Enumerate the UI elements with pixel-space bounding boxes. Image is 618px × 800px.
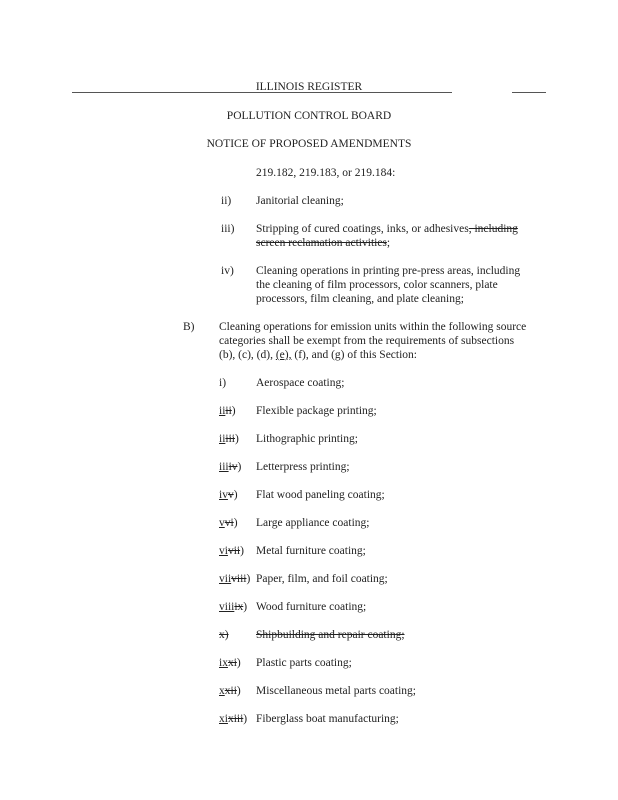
text-body: Flat wood paneling coating; — [256, 489, 385, 501]
list-text-iii-kept: Stripping of cured coatings, inks, or adhesives — [256, 223, 469, 235]
number-deleted: iii — [225, 433, 235, 445]
category-item-number — [219, 600, 247, 614]
number-inserted: ii — [219, 433, 226, 445]
list-text-iii-deleted-1: , including — [468, 223, 518, 235]
section-b-line3-inserted: (e), — [275, 349, 292, 361]
number-inserted: viii — [219, 601, 235, 613]
list-text-iii-deleted-2: screen reclamation activities — [256, 237, 387, 249]
section-b-line3-start: (b), (c), (d), — [219, 349, 276, 361]
number-suffix: ) — [243, 601, 248, 613]
category-item-number — [219, 656, 241, 670]
category-item-number — [219, 544, 244, 558]
number-inserted: xi — [219, 713, 228, 725]
text-body: Lithographic printing; — [256, 433, 358, 445]
category-item-text — [256, 488, 385, 502]
category-item-text — [256, 712, 399, 726]
number-deleted: xi — [227, 657, 237, 669]
continuation-line: 219.182, 219.183, or 219.184: — [256, 167, 396, 179]
category-item-number — [219, 684, 241, 698]
number-suffix: ) — [233, 489, 238, 501]
section-b-line3-end: (f), and (g) of this Section: — [291, 349, 417, 361]
number-inserted: ii — [219, 405, 226, 417]
text-body: Wood furniture coating; — [256, 601, 367, 613]
category-item-number — [219, 488, 238, 502]
category-item-number — [219, 460, 241, 474]
category-item-text — [256, 600, 366, 614]
category-item-text — [256, 656, 352, 670]
board-title: POLLUTION CONTROL BOARD — [226, 110, 392, 122]
list-text-iv-line3: processors, film cleaning, and plate cleaning; — [256, 293, 464, 305]
number-inserted: iv — [219, 489, 228, 501]
category-item-text — [256, 404, 377, 418]
number-suffix: ) — [243, 713, 248, 725]
category-item-number — [219, 432, 239, 446]
text-body: Plastic parts coating; — [256, 657, 352, 669]
number-deleted: x) — [219, 629, 229, 641]
text-body: Flexible package printing; — [256, 405, 377, 417]
number-deleted: xiii — [227, 713, 244, 725]
list-text-iii-line2 — [256, 236, 390, 250]
category-item-number — [219, 712, 247, 726]
number-inserted: x — [219, 685, 225, 697]
text-body: Large appliance coating; — [256, 517, 370, 529]
list-text-ii: Janitorial cleaning; — [256, 195, 344, 207]
text-body: Letterpress printing; — [256, 461, 350, 473]
number-suffix: ) — [231, 405, 236, 417]
number-inserted: iii — [219, 461, 229, 473]
list-num-iv: iv) — [221, 265, 234, 277]
section-b-line1: Cleaning operations for emission units within the following source — [219, 321, 527, 333]
header-rule-right — [512, 92, 546, 93]
text-body: Paper, film, and foil coating; — [256, 573, 388, 585]
number-inserted: ix — [219, 657, 228, 669]
number-deleted: v — [227, 489, 234, 501]
register-title: ILLINOIS REGISTER — [255, 81, 363, 93]
category-item-text — [256, 544, 366, 558]
list-text-iv-line1: Cleaning operations in printing pre-press areas, including — [256, 265, 521, 277]
section-b-line3 — [219, 348, 417, 362]
category-item-number — [219, 376, 226, 390]
number-deleted: vii — [227, 545, 241, 557]
list-text-iii-line1 — [256, 222, 518, 236]
text-body: Miscellaneous metal parts coating; — [256, 685, 416, 697]
category-item-number — [219, 516, 238, 530]
category-item-text — [256, 516, 369, 530]
number-suffix: ) — [240, 545, 244, 557]
number-deleted: iv — [228, 461, 238, 473]
number-inserted: vi — [219, 545, 228, 557]
number-suffix: ) — [246, 573, 251, 585]
category-item-text — [256, 376, 344, 390]
number-inserted: v — [219, 517, 225, 529]
number-deleted: vi — [224, 517, 234, 529]
header-rule-left — [72, 92, 452, 93]
category-item-number — [219, 404, 236, 418]
notice-title: NOTICE OF PROPOSED AMENDMENTS — [206, 138, 412, 150]
section-b-label: B) — [183, 321, 195, 333]
number-suffix: ) — [236, 685, 241, 697]
text-body: Metal furniture coating; — [256, 545, 366, 557]
list-num-ii: ii) — [221, 195, 232, 207]
number-suffix: ) — [234, 433, 239, 445]
list-text-iii-end: ; — [386, 237, 391, 249]
category-item-number — [219, 572, 250, 586]
category-item-text — [256, 460, 350, 474]
category-item-text — [256, 684, 416, 698]
text-body: Fiberglass boat manufacturing; — [256, 713, 399, 725]
number-deleted: ii — [225, 405, 232, 417]
category-item-number — [219, 628, 229, 642]
number-deleted: xii — [224, 685, 237, 697]
list-num-iii: iii) — [221, 223, 235, 235]
list-text-iv-line2: the cleaning of film processors, color scanners, plate — [256, 279, 498, 291]
category-item-text — [256, 628, 405, 642]
number-deleted: ix — [234, 601, 244, 613]
number-suffix: ) — [233, 517, 238, 529]
number-suffix: i) — [219, 377, 227, 389]
number-suffix: ) — [237, 461, 242, 473]
category-item-text — [256, 432, 358, 446]
text-deleted: Shipbuilding and repair coating; — [256, 629, 405, 641]
number-deleted: viii — [231, 573, 247, 585]
number-inserted: vii — [219, 573, 232, 585]
text-body: Aerospace coating; — [256, 377, 345, 389]
number-suffix: ) — [236, 657, 241, 669]
section-b-line2: categories shall be exempt from the requirements of subsections — [219, 335, 515, 347]
category-item-text — [256, 572, 388, 586]
